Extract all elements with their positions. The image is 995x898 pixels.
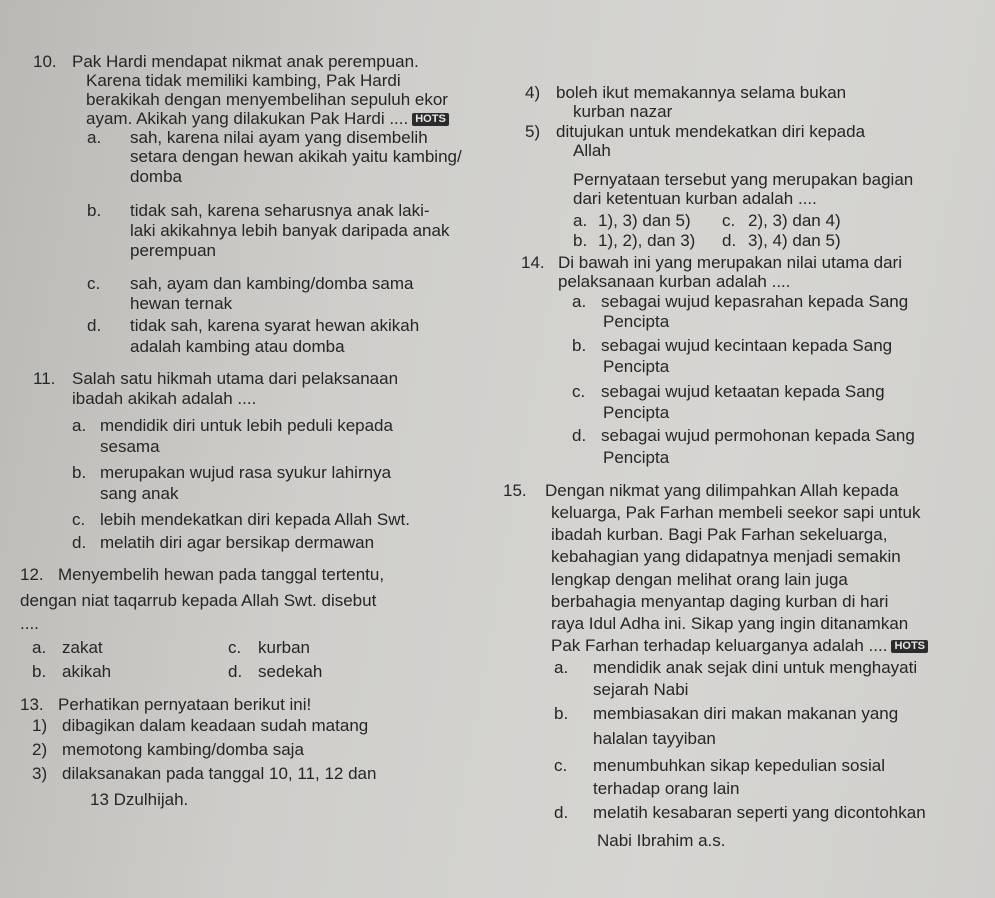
question-number-line <box>503 481 527 501</box>
option-text-line <box>62 662 111 682</box>
question-text-line <box>551 636 928 656</box>
question-text-line <box>545 481 898 501</box>
option-text: adalah kambing atau domba <box>130 337 345 356</box>
option-text-line <box>130 337 345 357</box>
question-number-line <box>521 253 545 273</box>
option-text: akikah <box>62 662 112 681</box>
option-text: terhadap orang lain <box>593 779 740 798</box>
statement-number-line <box>525 122 540 142</box>
option-letter: c. <box>572 382 586 401</box>
option-text-line <box>130 316 419 336</box>
option-letter: b. <box>87 201 102 220</box>
option-letter-line <box>87 201 101 221</box>
option-letter-line <box>554 658 568 678</box>
question-text-line <box>558 253 902 273</box>
option-letter-line <box>228 638 241 658</box>
option-letter-line <box>573 231 587 251</box>
question-text: berakikah dengan menyembelihan sepuluh ekor <box>86 90 448 109</box>
statement-text: ditujukan untuk mendekatkan diri kepada <box>556 122 866 141</box>
question-text: Perhatikan pernyataan berikut ini! <box>58 695 312 714</box>
question-text: ibadah kurban. Bagi Pak Farhan sekeluarga, <box>551 525 888 544</box>
statement-text: memotong kambing/domba saja <box>62 740 304 759</box>
option-text-line <box>593 729 716 749</box>
option-letter-line <box>72 510 85 530</box>
option-text: sang anak <box>100 484 179 503</box>
option-letter: d. <box>572 426 587 445</box>
option-letter-line <box>554 704 568 724</box>
question-number-line <box>33 369 55 389</box>
statement-text: kurban nazar <box>573 102 673 121</box>
option-letter-line <box>573 211 587 231</box>
question-text-line <box>551 592 888 612</box>
statement-text-line <box>62 740 304 760</box>
option-text-line <box>62 638 103 658</box>
question-text-line <box>573 170 913 190</box>
question-number: 13. <box>20 695 44 714</box>
option-text: Pencipta <box>603 448 670 467</box>
option-text-line <box>130 147 462 167</box>
option-text-line <box>100 484 178 504</box>
option-letter-line <box>32 638 46 658</box>
option-text-line <box>130 201 430 221</box>
option-text-line <box>100 510 410 530</box>
option-letter: d. <box>554 803 569 822</box>
option-text-line <box>593 779 740 799</box>
question-text-line <box>551 614 908 634</box>
statement-number: 2) <box>32 740 48 759</box>
option-letter: b. <box>72 463 87 482</box>
option-letter: a. <box>87 128 102 147</box>
option-letter: d. <box>72 533 87 552</box>
option-text: Pencipta <box>603 403 670 422</box>
option-text-line <box>100 437 160 457</box>
option-text: sah, karena nilai ayam yang disembelih <box>130 128 428 147</box>
statement-number-line <box>32 716 47 736</box>
option-letter-line <box>722 231 736 251</box>
option-text: 1), 2), dan 3) <box>598 231 696 250</box>
option-text: domba <box>130 167 182 186</box>
question-text-line <box>72 52 419 72</box>
option-text: setara dengan hewan akikah yaitu kambing/ <box>130 147 462 166</box>
option-text-line <box>258 662 322 682</box>
option-text-line <box>603 403 669 423</box>
option-text: Nabi Ibrahim a.s. <box>597 831 726 850</box>
option-letter: d. <box>228 662 243 681</box>
question-text-line <box>551 503 920 523</box>
statement-text: boleh ikut memakannya selama bukan <box>556 83 847 102</box>
question-text: Karena tidak memiliki kambing, Pak Hardi <box>86 71 401 90</box>
question-text: lengkap dengan melihat orang lain juga <box>551 570 848 589</box>
option-letter-line <box>228 662 242 682</box>
option-letter: a. <box>573 211 588 230</box>
question-text-line <box>58 565 384 585</box>
option-text-line <box>601 426 915 446</box>
question-text-line <box>551 525 887 545</box>
statement-text: dibagikan dalam keadaan sudah matang <box>62 716 369 735</box>
option-letter: b. <box>554 704 569 723</box>
question-text: Dengan nikmat yang dilimpahkan Allah kepada <box>545 481 899 500</box>
question-text: pelaksanaan kurban adalah .... <box>558 272 791 291</box>
question-number: 15. <box>503 481 527 500</box>
question-number-line <box>33 52 57 72</box>
option-letter: c. <box>228 638 242 657</box>
question-text: dari ketentuan kurban adalah .... <box>573 189 817 208</box>
hots-badge: HOTS <box>412 113 449 126</box>
option-text: mendidik anak sejak dini untuk menghayati <box>593 658 918 677</box>
question-text-line <box>72 369 398 389</box>
option-text-line <box>597 831 726 851</box>
option-text: kurban <box>258 638 310 657</box>
option-text: membiasakan diri makan makanan yang <box>593 704 899 723</box>
option-text: merupakan wujud rasa syukur lahirnya <box>100 463 392 482</box>
statement-number-line <box>32 764 47 784</box>
question-text-line <box>86 71 401 91</box>
option-letter-line <box>72 416 86 436</box>
option-letter-line <box>554 756 567 776</box>
option-text-line <box>130 128 428 148</box>
question-number: 14. <box>521 253 545 272</box>
question-text-line <box>551 547 901 567</box>
option-letter: c. <box>87 274 101 293</box>
option-text-line <box>593 658 917 678</box>
option-text-line <box>100 416 393 436</box>
option-text: menumbuhkan sikap kepedulian sosial <box>593 756 886 775</box>
question-text: Pernyataan tersebut yang merupakan bagian <box>573 170 914 189</box>
option-text: sesama <box>100 437 160 456</box>
option-text: laki akikahnya lebih banyak daripada anak <box>130 221 450 240</box>
question-number: 10. <box>33 52 57 71</box>
statement-number: 5) <box>525 122 541 141</box>
question-text-line <box>558 272 791 292</box>
option-text: sedekah <box>258 662 323 681</box>
option-letter-line <box>554 803 568 823</box>
option-letter: d. <box>722 231 737 250</box>
question-text: ayam. Akikah yang dilakukan Pak Hardi .... <box>86 109 409 128</box>
question-text-line <box>573 189 817 209</box>
question-text: Di bawah ini yang merupakan nilai utama dari <box>558 253 902 272</box>
option-text: melatih kesabaran seperti yang dicontohkan <box>593 803 926 822</box>
option-letter-line <box>572 292 586 312</box>
option-text: Pencipta <box>603 357 670 376</box>
option-text: 2), 3) dan 4) <box>748 211 841 230</box>
question-text: Menyembelih hewan pada tanggal tertentu, <box>58 565 385 584</box>
option-text-line <box>601 336 892 356</box>
option-text-line <box>603 448 669 468</box>
option-text-line <box>130 274 414 294</box>
question-text: Pak Farhan terhadap keluarganya adalah .... <box>551 636 888 655</box>
option-text-line <box>130 294 232 314</box>
option-text-line <box>130 241 216 261</box>
question-text: kebahagian yang didapatnya menjadi semakin <box>551 547 901 566</box>
option-letter: c. <box>72 510 86 529</box>
question-text-line <box>86 90 448 110</box>
question-text: ibadah akikah adalah .... <box>72 389 257 408</box>
question-text: .... <box>20 614 39 633</box>
question-number: 11. <box>33 369 56 388</box>
option-text: 1), 3) dan 5) <box>598 211 691 230</box>
option-letter-line <box>572 426 586 446</box>
option-letter: a. <box>72 416 87 435</box>
option-letter-line <box>87 128 101 148</box>
question-text: berbahagia menyantap daging kurban di hari <box>551 592 889 611</box>
question-text: keluarga, Pak Farhan membeli seekor sapi untuk <box>551 503 921 522</box>
option-letter-line <box>32 662 46 682</box>
option-text: lebih mendekatkan diri kepada Allah Swt. <box>100 510 410 529</box>
question-text-line <box>20 614 39 634</box>
statement-number-line <box>32 740 47 760</box>
option-text: sebagai wujud permohonan kepada Sang <box>601 426 915 445</box>
statement-number: 3) <box>32 764 48 783</box>
option-letter-line <box>572 382 585 402</box>
option-letter: c. <box>554 756 568 775</box>
statement-text-line <box>573 141 611 161</box>
option-text-line <box>748 211 841 231</box>
statement-text: Allah <box>573 141 611 160</box>
option-letter: a. <box>572 292 587 311</box>
question-number: 12. <box>20 565 44 584</box>
option-letter-line <box>72 463 86 483</box>
option-text: mendidik diri untuk lebih peduli kepada <box>100 416 393 435</box>
statement-text-line <box>90 790 188 810</box>
statement-text-line <box>556 122 865 142</box>
option-text-line <box>598 211 691 231</box>
statement-text-line <box>556 83 846 103</box>
option-text: sebagai wujud kepasrahan kepada Sang <box>601 292 909 311</box>
option-text-line <box>593 803 926 823</box>
option-text: melatih diri agar bersikap dermawan <box>100 533 375 552</box>
question-text-line <box>551 570 848 590</box>
option-text: Pencipta <box>603 312 670 331</box>
statement-number-line <box>525 83 540 103</box>
question-text-line <box>86 109 449 129</box>
option-text: zakat <box>62 638 103 657</box>
option-text: tidak sah, karena syarat hewan akikah <box>130 316 420 335</box>
option-text-line <box>593 704 898 724</box>
statement-text-line <box>62 764 376 784</box>
option-text-line <box>130 221 449 241</box>
option-text: sah, ayam dan kambing/domba sama <box>130 274 414 293</box>
question-text: raya Idul Adha ini. Sikap yang ingin ditanamkan <box>551 614 909 633</box>
option-text: tidak sah, karena seharusnya anak laki- <box>130 201 430 220</box>
option-letter: b. <box>32 662 47 681</box>
option-letter: d. <box>87 316 102 335</box>
option-text: sebagai wujud kecintaan kepada Sang <box>601 336 893 355</box>
option-text-line <box>258 638 310 658</box>
option-text-line <box>598 231 695 251</box>
option-letter-line <box>87 316 101 336</box>
statement-text: dilaksanakan pada tanggal 10, 11, 12 dan <box>62 764 377 783</box>
option-letter-line <box>722 211 735 231</box>
option-letter: c. <box>722 211 736 230</box>
question-number-line <box>20 695 44 715</box>
option-letter-line <box>72 533 86 553</box>
statement-text-line <box>62 716 368 736</box>
question-text: Pak Hardi mendapat nikmat anak perempuan. <box>72 52 419 71</box>
option-text-line <box>593 680 688 700</box>
option-text: halalan tayyiban <box>593 729 716 748</box>
hots-badge: HOTS <box>891 640 928 653</box>
option-text: sejarah Nabi <box>593 680 689 699</box>
option-text-line <box>603 312 669 332</box>
option-text-line <box>100 533 374 553</box>
option-text: 3), 4) dan 5) <box>748 231 841 250</box>
option-letter-line <box>572 336 586 356</box>
option-text-line <box>601 382 885 402</box>
option-text-line <box>100 463 391 483</box>
question-text-line <box>20 591 376 611</box>
option-text-line <box>601 292 908 312</box>
option-letter: a. <box>32 638 47 657</box>
option-letter: b. <box>572 336 587 355</box>
statement-number: 4) <box>525 83 541 102</box>
statement-number: 1) <box>32 716 48 735</box>
question-text: dengan niat taqarrub kepada Allah Swt. disebut <box>20 591 377 610</box>
option-text: sebagai wujud ketaatan kepada Sang <box>601 382 885 401</box>
option-text: hewan ternak <box>130 294 233 313</box>
question-number-line <box>20 565 44 585</box>
option-text-line <box>593 756 885 776</box>
option-text-line <box>603 357 669 377</box>
option-letter-line <box>87 274 100 294</box>
question-text-line <box>72 389 256 409</box>
option-text-line <box>130 167 182 187</box>
statement-text-line <box>573 102 672 122</box>
option-letter: b. <box>573 231 588 250</box>
question-text-line <box>58 695 311 715</box>
option-letter: a. <box>554 658 569 677</box>
option-text: perempuan <box>130 241 217 260</box>
option-text-line <box>748 231 841 251</box>
question-text: Salah satu hikmah utama dari pelaksanaan <box>72 369 399 388</box>
statement-text: 13 Dzulhijah. <box>90 790 189 809</box>
